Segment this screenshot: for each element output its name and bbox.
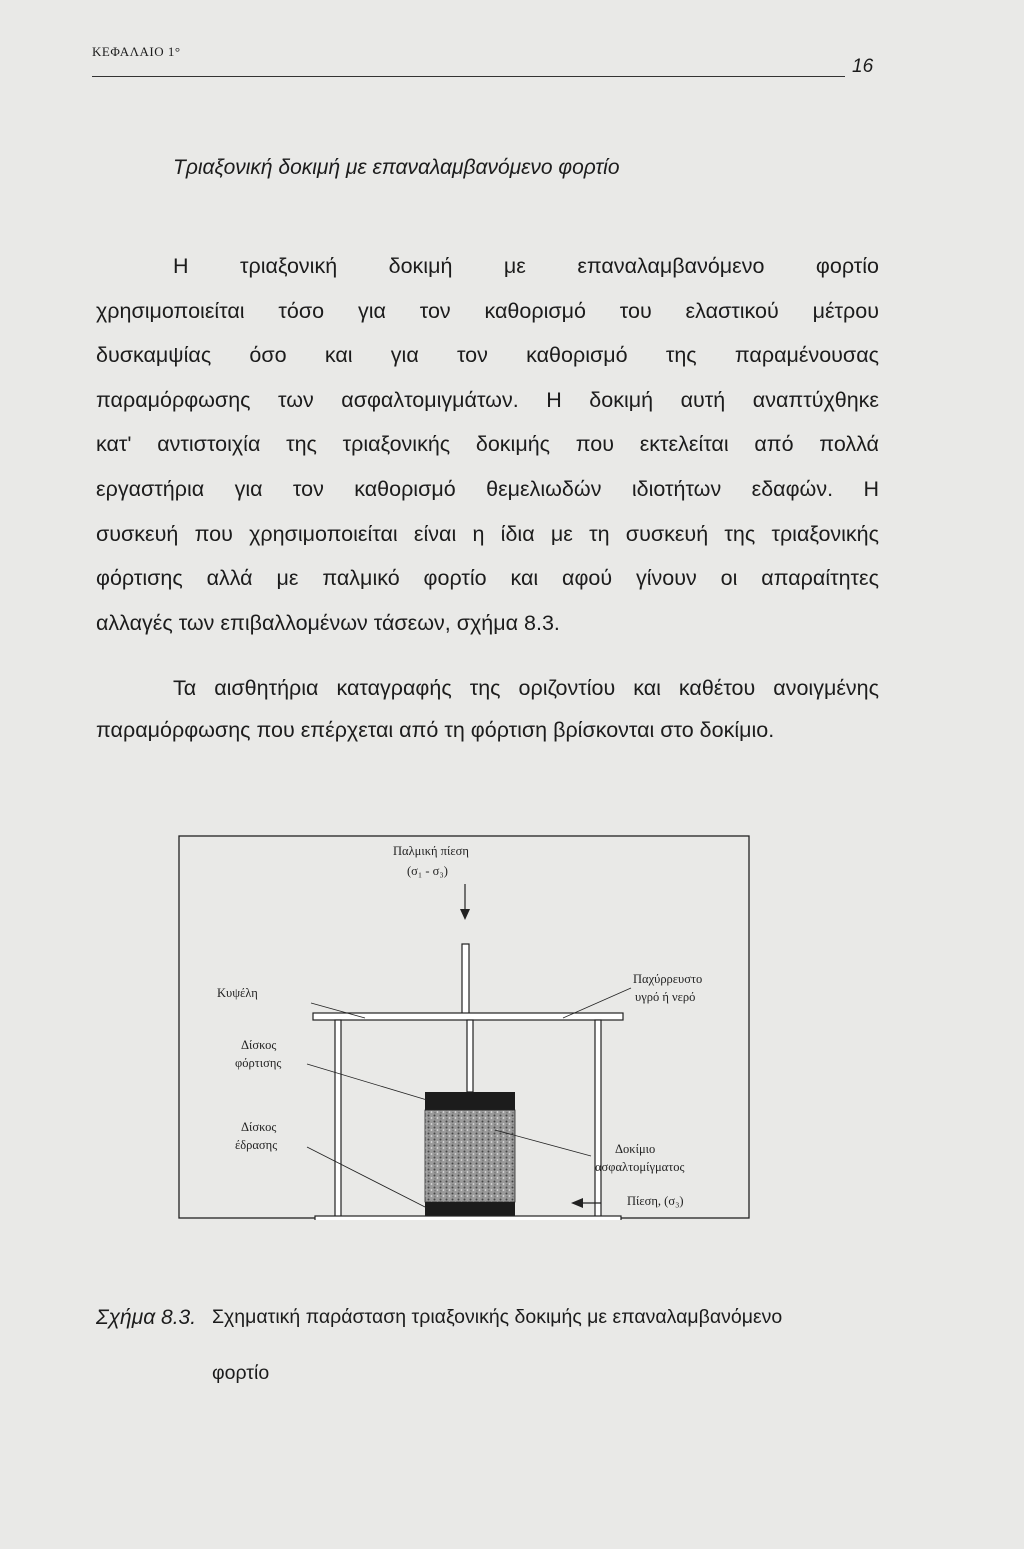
chapter-header: ΚΕΦΑΛΑΙΟ 1° (92, 44, 181, 59)
label-fluid: Παχύρρευστο (633, 972, 703, 986)
label-base-disc: έδρασης (235, 1138, 278, 1152)
label-cell: Κυψέλη (217, 986, 258, 1000)
paragraph-line: δυσκαμψίας όσο και για τον καθορισμό της παραμένουσας (96, 343, 879, 368)
pressure-arrowhead (571, 1198, 583, 1208)
paragraph-1 (96, 244, 879, 645)
cell-wall-right (595, 1020, 601, 1220)
paragraph-line: φόρτισης αλλά με παλμικό φορτίο και αφού γίνουν οι απαραίτητες (96, 566, 879, 591)
label-pulse-pressure: Παλμική πίεση (393, 844, 469, 858)
base-disc (425, 1202, 515, 1216)
paragraph-line: αλλαγές των επιβαλλομένων τάσεων, σχήμα 8.3. (96, 610, 560, 635)
paragraph-line: κατ' αντιστοιχία της τριαξονικής δοκιμής που εκτελείται από πολλά (96, 432, 879, 457)
figure-caption-label: Σχήμα 8.3. (96, 1306, 197, 1329)
label-fluid: υγρό ή νερό (635, 990, 696, 1004)
page-number: 16 (852, 56, 874, 77)
label-pulse-formula: (σ₁ - σ₃) (407, 864, 448, 878)
paragraph-line: παραμόρφωσης που επέρχεται από τη φόρτιση βρίσκονται στο δοκίμιο. (96, 718, 775, 742)
leader-line (307, 1147, 427, 1208)
paragraph-line: συσκευή που χρησιμοποιείται είναι η ίδια με τη συσκευή της τριαξονικής (96, 521, 879, 546)
paragraph-line: Τα αισθητήρια καταγραφής της οριζοντίου και καθέτου ανοιγμένης (173, 676, 879, 700)
label-base-disc: Δίσκος (241, 1120, 277, 1134)
base-plate (315, 1216, 621, 1220)
paragraph-line: Η τριαξονική δοκιμή με επαναλαμβανόμενο φορτίο (173, 254, 879, 278)
section-title: Τριαξονική δοκιμή με επαναλαμβανόμενο φορτίο (173, 156, 620, 179)
piston (467, 1020, 473, 1092)
loading-ram (462, 944, 469, 1016)
triaxial-test-figure (175, 820, 755, 1220)
leader-line (307, 1064, 427, 1100)
label-loading-disc: φόρτισης (235, 1056, 282, 1070)
load-arrowhead (460, 909, 470, 920)
figure-caption-continuation: φορτίο (212, 1362, 270, 1384)
paragraph-line: χρησιμοποιείται τόσο για τον καθορισμό του ελαστικού μέτρου (96, 298, 879, 323)
label-loading-disc: Δίσκος (241, 1038, 277, 1052)
header-rule (92, 76, 845, 77)
cell-wall-left (335, 1020, 341, 1220)
asphalt-specimen (425, 1110, 515, 1202)
paragraph-line: παραμόρφωσης των ασφαλτομιγμάτων. Η δοκιμή αυτή αναπτύχθηκε (96, 387, 879, 412)
figure-caption-text: Σχηματική παράσταση τριαξονικής δοκιμής με επαναλαμβανόμενο (212, 1306, 783, 1328)
label-specimen: Δοκίμιο (615, 1142, 656, 1156)
paragraph-2 (96, 667, 879, 751)
label-confining-pressure: Πίεση, (σ₃) (627, 1194, 684, 1208)
paragraph-line: εργαστήρια για τον καθορισμό θεμελιωδών ιδιοτήτων εδαφών. Η (96, 476, 879, 501)
label-specimen: ασφαλτομίγματος (595, 1160, 685, 1174)
loading-disc (425, 1092, 515, 1110)
